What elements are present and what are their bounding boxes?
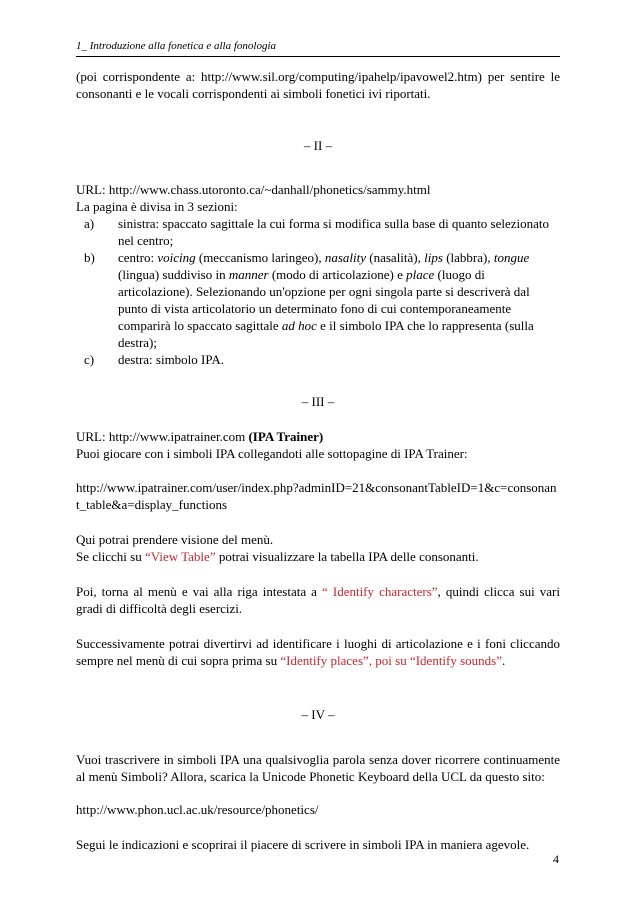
term-nasality: nasality xyxy=(324,250,367,265)
sections-intro: La pagina è divisa in 3 sezioni: xyxy=(76,199,238,214)
page-body xyxy=(76,68,560,853)
term-ad-hoc: ad hoc xyxy=(281,318,317,333)
identify-sounds-link[interactable]: “Identify sounds” xyxy=(409,653,503,668)
identify-places-link[interactable]: “Identify places” xyxy=(280,653,369,668)
term-tongue: tongue xyxy=(493,250,530,265)
list-text-part: (nasalità), xyxy=(366,250,425,265)
text-part: , poi su xyxy=(368,653,410,668)
intro-paragraph: (poi corrispondente a: http://www.sil.org/computing/ipahelp/ipavowel2.htm) per sentire le consonanti e le vocali corrispondenti ai simboli fonetici ivi riportati. xyxy=(76,69,560,101)
menu-paragraph: Qui potrai prendere visione del menù. xyxy=(76,532,274,547)
identify-characters-link[interactable]: “ Identify characters” xyxy=(322,584,438,599)
list-text: destra: simbolo IPA. xyxy=(118,352,225,367)
list-text-part: (luogo di articolazione). Selezionando un'opzione per ogni singola parte si descriverà dal punto di vista articolatorio un determinato fono di cui contemporaneamente comparirà lo spaccato sagittale xyxy=(118,267,530,333)
page-number: 4 xyxy=(553,852,559,866)
term-voicing: voicing xyxy=(157,250,196,265)
text-part: Se clicchi su xyxy=(76,549,145,564)
list-text-part: (modo di articolazione) e xyxy=(268,267,407,282)
ipatrainer-url xyxy=(76,428,560,445)
ipatrainer-name: (IPA Trainer) xyxy=(248,429,324,444)
list-text-part: centro: xyxy=(118,250,158,265)
keyboard-paragraph: Vuoi trascrivere in simboli IPA una qualsivoglia parola senza dover ricorrere continuamente al menù Simboli? Allora, scarica la Unicode Phonetic Keyboard della UCL da questo sito: xyxy=(76,752,560,784)
identify-characters-paragraph xyxy=(76,583,560,617)
text-part: potrai visualizzare la tabella IPA delle consonanti. xyxy=(215,549,479,564)
section-heading-2: – II – xyxy=(303,138,333,153)
term-place: place xyxy=(406,267,435,282)
sammy-url[interactable]: URL: http://www.chass.utoronto.ca/~danhall/phonetics/sammy.html xyxy=(76,182,431,197)
section-heading-3: – III – xyxy=(301,394,335,409)
list-text-part: (meccanismo laringeo), xyxy=(195,250,325,265)
closing-paragraph: Segui le indicazioni e scoprirai il piacere di scrivere in simboli IPA in maniera agevole. xyxy=(76,837,530,852)
text-part: . xyxy=(502,653,506,668)
list-text-part: (lingua) suddiviso in xyxy=(118,267,229,282)
identify-places-paragraph xyxy=(76,635,560,669)
ipatrainer-link[interactable]: http://www.ipatrainer.com/user/index.php?adminID=21&consonantTableID=1&c=consonant_table&a=display_functions xyxy=(76,480,557,512)
header-rule xyxy=(76,56,560,57)
list-marker: b) xyxy=(84,250,95,265)
ucl-link[interactable]: http://www.phon.ucl.ac.uk/resource/phonetics/ xyxy=(76,802,319,817)
view-table-paragraph xyxy=(76,548,560,565)
view-table-link[interactable]: “View Table” xyxy=(144,549,216,564)
play-paragraph: Puoi giocare con i simboli IPA collegandoti alle sottopagine di IPA Trainer: xyxy=(76,446,468,461)
text-part: , quindi clicca sui vari gradi di difficoltà degli esercizi. xyxy=(76,584,560,616)
term-lips: lips xyxy=(424,250,443,265)
section-heading-4: – IV – xyxy=(301,707,335,722)
list-item-c xyxy=(76,351,560,368)
list-text-part: (labbra), xyxy=(442,250,494,265)
list-marker: c) xyxy=(84,352,95,367)
text-part: Successivamente potrai divertirvi ad identificare i luoghi di articolazione e i foni cliccando sempre nel menù di cui sopra prima su xyxy=(76,636,560,668)
term-manner: manner xyxy=(228,267,269,282)
list-item-b xyxy=(76,249,560,351)
running-header: 1_ Introduzione alla fonetica e alla fonologia xyxy=(76,40,277,52)
list-marker: a) xyxy=(84,216,95,231)
list-item-a xyxy=(76,215,560,249)
list-text-part: e il simbolo IPA che lo rappresenta (sulla destra); xyxy=(118,318,534,350)
text-part: Poi, torna al menù e vai alla riga intestata a xyxy=(76,584,323,599)
url-text[interactable]: URL: http://www.ipatrainer.com xyxy=(76,429,249,444)
list-text: sinistra: spaccato sagittale la cui forma si modifica sulla base di quanto selezionato nel centro; xyxy=(118,216,550,248)
